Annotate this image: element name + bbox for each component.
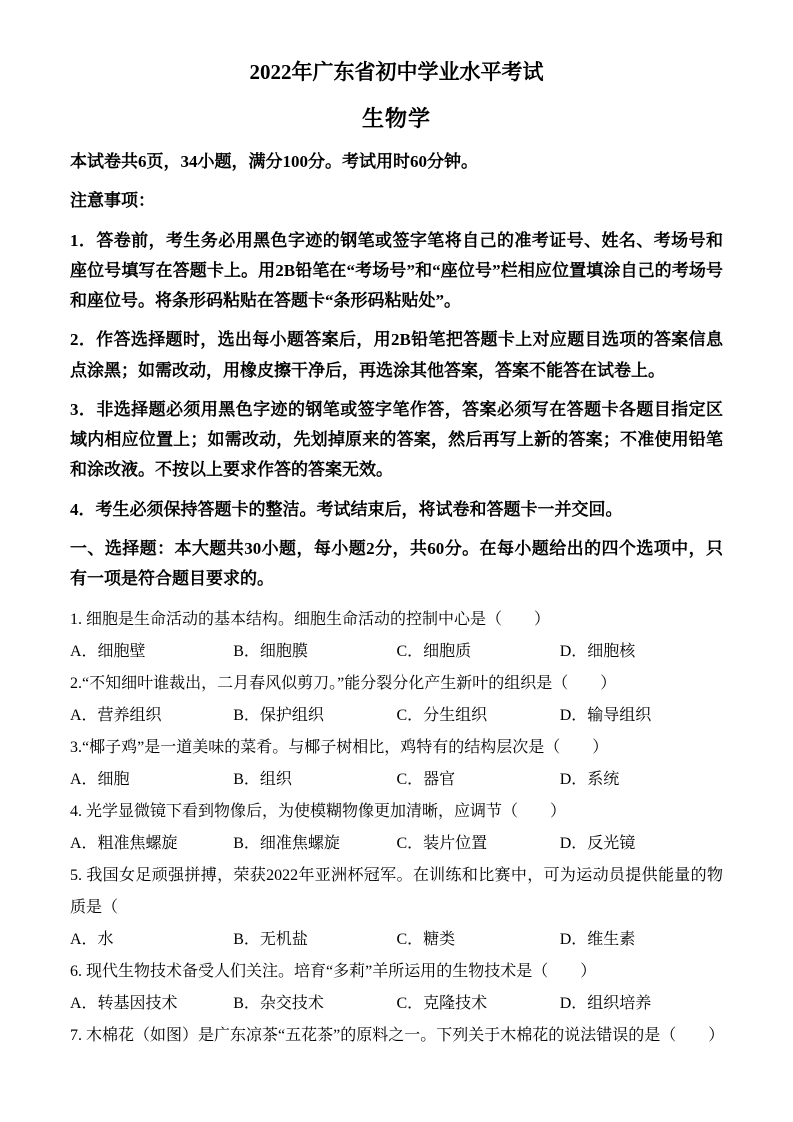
question-5-option-c: C．糖类 [396,931,456,949]
notice-item-3: 3．非选择题必须用黑色字迹的钢笔或签字笔作答，答案必须写在答题卡各题目指定区域内相应位置上；如需改动，先划掉原来的答案，然后再写上新的答案；不准使用铅笔和涂改液。不按以上要求作答的答案无效。 [70,399,723,480]
question-4-option-a: A．粗准焦螺旋 [70,835,178,853]
question-5 [70,860,723,956]
question-1-option-b: B．细胞膜 [233,643,308,661]
exam-info: 本试卷共6页，34小题，满分100分。考试用时60分钟。 [70,152,478,171]
question-6-options [70,988,723,1020]
question-4-option-d: D．反光镜 [559,835,636,853]
exam-title: 2022年广东省初中学业水平考试 [249,60,544,84]
question-6-option-a: A．转基因技术 [70,995,178,1013]
question-7 [70,1020,723,1052]
question-4-options [70,828,723,860]
question-5-option-a: A．水 [70,931,114,949]
question-5-options [70,924,723,956]
notice-item-2: 2．作答选择题时，选出每小题答案后，用2B铅笔把答题卡上对应题目选项的答案信息点涂黑；如需改动，用橡皮擦干净后，再选涂其他答案，答案不能答在试卷上。 [70,330,723,380]
question-3-stem: 3.“椰子鸡”是一道美味的菜肴。与椰子树相比，鸡特有的结构层次是（ ） [70,739,609,757]
question-4-stem: 4. 光学显微镜下看到物像后，为使模糊物像更加清晰，应调节（ ） [70,803,567,821]
notice-heading: 注意事项： [70,191,155,211]
question-6-option-d: D．组织培养 [559,995,652,1013]
question-5-option-d: D．维生素 [559,931,636,949]
question-3 [70,732,723,796]
question-1 [70,604,723,668]
question-6-option-c: C．克隆技术 [396,995,488,1013]
notice-item-1: 1．答卷前，考生务必用黑色字迹的钢笔或签字笔将自己的准考证号、姓名、考场号和座位号填写在答题卡上。用2B铅笔在“考场号”和“座位号”栏相应位置填涂自己的考场号和座位号。将条形码粘贴在答题卡“条形码粘贴处”。 [70,230,723,310]
question-3-option-b: B．组织 [233,771,292,789]
question-1-option-d: D．细胞核 [559,643,636,661]
notice-item-4: 4．考生必须保持答题卡的整洁。考试结束后，将试卷和答题卡一并交回。 [70,499,623,519]
question-5-stem: 5. 我国女足顽强拼搏，荣获2022年亚洲杯冠军。在训练和比赛中，可为运动员提供能量的物质是（ [70,867,723,917]
section-one-heading: 一、选择题：本大题共30小题，每小题2分，共60分。在每小题给出的四个选项中，只有一项是符合题目要求的。 [70,538,723,588]
question-1-stem: 1. 细胞是生命活动的基本结构。细胞生命活动的控制中心是（ ） [70,611,551,629]
question-2-stem: 2.“不知细叶谁裁出，二月春风似剪刀。”能分裂分化产生新叶的组织是（ ） [70,675,617,693]
question-3-option-c: C．器官 [396,771,456,789]
question-3-option-a: A．细胞 [70,771,130,789]
question-3-option-d: D．系统 [559,771,620,789]
question-1-options [70,636,723,668]
question-2 [70,668,723,732]
question-2-option-a: A．营养组织 [70,707,162,725]
question-6-stem: 6. 现代生物技术备受人们关注。培育“多莉”羊所运用的生物技术是（ ） [70,963,597,981]
question-6 [70,956,723,1020]
question-6-option-b: B．杂交技术 [233,995,324,1013]
exam-subject: 生物学 [361,106,431,131]
question-5-option-b: B．无机盐 [233,931,308,949]
question-2-option-b: B．保护组织 [233,707,324,725]
question-2-options [70,700,723,732]
question-1-option-c: C．细胞质 [396,643,472,661]
question-4 [70,796,723,860]
question-2-option-c: C．分生组织 [396,707,488,725]
question-4-option-b: B．细准焦螺旋 [233,835,340,853]
question-2-option-d: D．输导组织 [559,707,652,725]
question-1-option-a: A．细胞壁 [70,643,146,661]
question-3-options [70,764,723,796]
question-4-option-c: C．装片位置 [396,835,488,853]
question-7-stem: 7. 木棉花（如图）是广东凉茶“五花茶”的原料之一。下列关于木棉花的说法错误的是（ ） [70,1027,725,1045]
